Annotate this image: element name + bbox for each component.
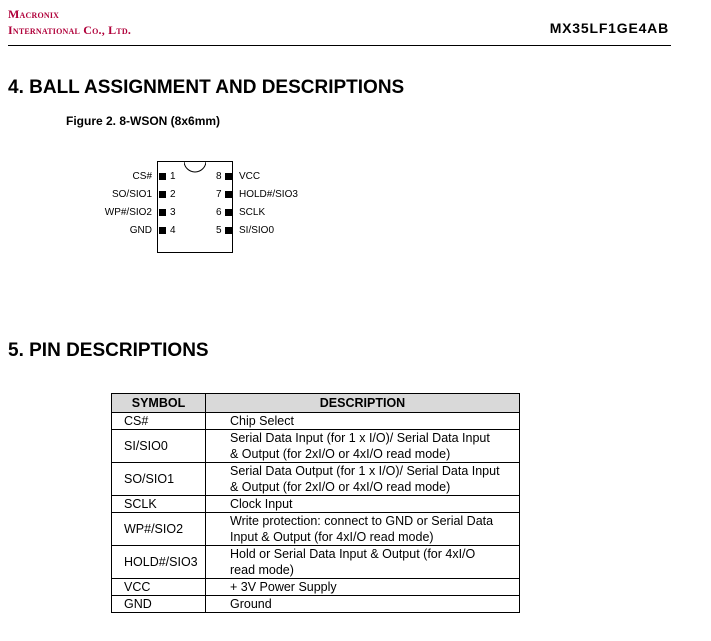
description-line: & Output (for 2xI/O or 4xI/O read mode) bbox=[230, 480, 451, 494]
description-line: Serial Data Input (for 1 x I/O)/ Serial Data Input bbox=[230, 431, 490, 445]
pin-number: 7 bbox=[216, 189, 222, 200]
pin-pad bbox=[159, 191, 166, 198]
part-number: MX35LF1GE4AB bbox=[549, 20, 669, 36]
table-header-row bbox=[112, 394, 520, 413]
pin-description-table bbox=[111, 393, 520, 613]
pin-description bbox=[206, 463, 520, 496]
pin-description bbox=[206, 546, 520, 579]
table-row bbox=[112, 546, 520, 579]
pin-symbol: GND bbox=[112, 596, 206, 613]
pin-pad bbox=[159, 209, 166, 216]
description-line: Input & Output (for 4xI/O read mode) bbox=[230, 530, 434, 544]
description-line: Write protection: connect to GND or Serial Data bbox=[230, 514, 494, 528]
figure-caption: Figure 2. 8-WSON (8x6mm) bbox=[66, 114, 221, 128]
table-row bbox=[112, 496, 520, 513]
pin-description bbox=[206, 496, 520, 513]
pin-pad bbox=[225, 173, 232, 180]
pin-name: SI/SIO0 bbox=[239, 225, 275, 236]
pin-symbol: VCC bbox=[112, 579, 206, 596]
pin-name: CS# bbox=[132, 171, 152, 182]
pin-name: VCC bbox=[239, 171, 261, 182]
pin-description bbox=[206, 430, 520, 463]
pin-number: 6 bbox=[216, 207, 222, 218]
pin-description bbox=[206, 579, 520, 596]
header-divider bbox=[8, 45, 671, 46]
table-row bbox=[112, 513, 520, 546]
pin-symbol: SCLK bbox=[112, 496, 206, 513]
description-line: & Output (for 2xI/O or 4xI/O read mode) bbox=[230, 447, 451, 461]
pin-name: SO/SIO1 bbox=[111, 189, 152, 200]
company-name-line1: Macronix bbox=[8, 7, 60, 21]
pin-number: 1 bbox=[170, 171, 176, 182]
pin-pad bbox=[159, 173, 166, 180]
pin-name: HOLD#/SIO3 bbox=[239, 189, 298, 200]
pin-number: 5 bbox=[216, 225, 222, 236]
pin-pad bbox=[225, 227, 232, 234]
pin-symbol: SO/SIO1 bbox=[112, 463, 206, 496]
pin-pad bbox=[159, 227, 166, 234]
pin-name: WP#/SIO2 bbox=[104, 207, 152, 218]
description-line: Clock Input bbox=[230, 497, 293, 511]
pin-number: 8 bbox=[216, 171, 222, 182]
table-row bbox=[112, 463, 520, 496]
pin-description bbox=[206, 596, 520, 613]
description-line: + 3V Power Supply bbox=[230, 580, 337, 594]
pin-symbol: SI/SIO0 bbox=[112, 430, 206, 463]
pin-symbol: HOLD#/SIO3 bbox=[112, 546, 206, 579]
description-line: Serial Data Output (for 1 x I/O)/ Serial Data Input bbox=[230, 464, 500, 478]
table-row bbox=[112, 579, 520, 596]
pin-description bbox=[206, 513, 520, 546]
description-line: Hold or Serial Data Input & Output (for 4xI/O bbox=[230, 547, 476, 561]
section-5-title: 5. PIN DESCRIPTIONS bbox=[8, 340, 209, 361]
description-line: Ground bbox=[230, 597, 272, 611]
table-row bbox=[112, 413, 520, 430]
pin-pad bbox=[225, 209, 232, 216]
pin-symbol: WP#/SIO2 bbox=[112, 513, 206, 546]
company-logo bbox=[8, 6, 131, 38]
table-row bbox=[112, 596, 520, 613]
section-4-title: 4. BALL ASSIGNMENT AND DESCRIPTIONS bbox=[8, 77, 405, 98]
pin1-notch-icon bbox=[184, 161, 206, 173]
pin-symbol: CS# bbox=[112, 413, 206, 430]
pin-number: 3 bbox=[170, 207, 176, 218]
pin-name: GND bbox=[129, 225, 152, 236]
pin-description bbox=[206, 413, 520, 430]
description-header: DESCRIPTION bbox=[206, 394, 520, 413]
description-line: Chip Select bbox=[230, 414, 294, 428]
pin-number: 2 bbox=[170, 189, 176, 200]
company-name-line2: International Co., Ltd. bbox=[8, 23, 132, 37]
description-line: read mode) bbox=[230, 563, 294, 577]
table-row bbox=[112, 430, 520, 463]
pin-name: SCLK bbox=[239, 207, 266, 218]
symbol-header: SYMBOL bbox=[112, 394, 206, 413]
pin-number: 4 bbox=[170, 225, 176, 236]
pin-pad bbox=[225, 191, 232, 198]
